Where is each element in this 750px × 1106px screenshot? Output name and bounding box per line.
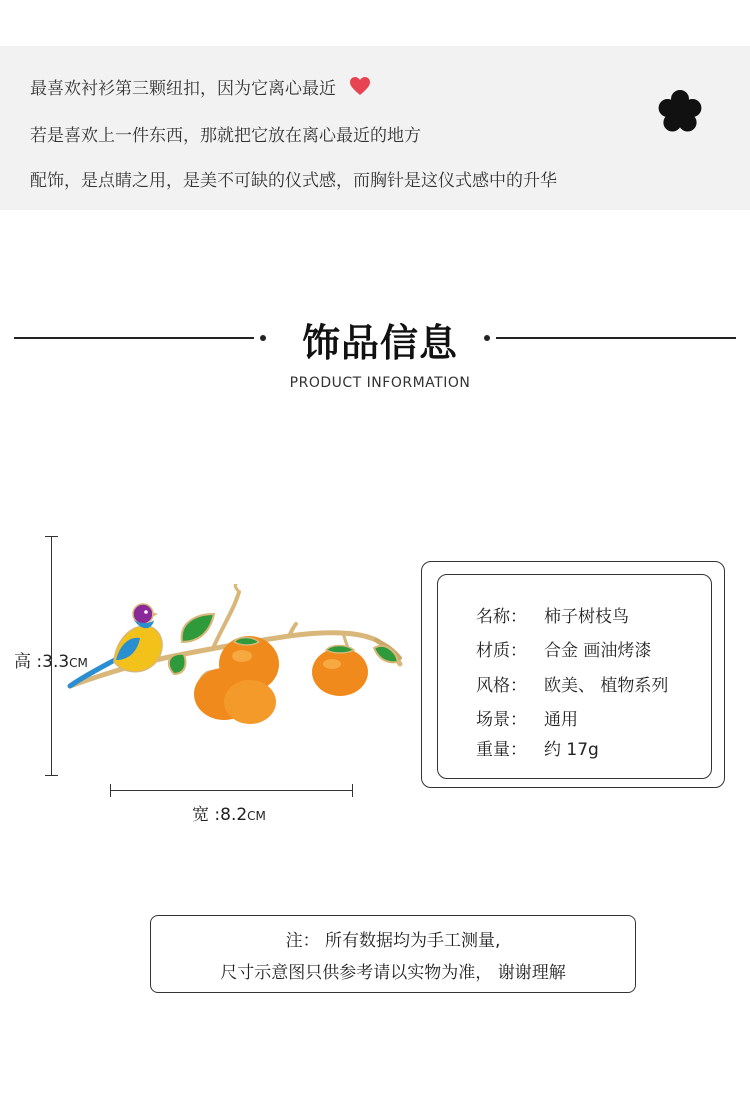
spec-row-style <box>476 671 668 696</box>
note-line-2: 尺寸示意图只供参考请以实物为准， 谢谢理解 <box>220 963 566 983</box>
width-unit: CM <box>247 809 266 823</box>
width-line <box>110 790 353 791</box>
spec-row-scene <box>476 705 578 730</box>
spec-label: 场景： <box>476 710 527 730</box>
spec-label: 名称： <box>476 607 527 627</box>
height-tick-bottom <box>45 775 58 776</box>
spec-value: 约 17g <box>544 740 599 760</box>
height-unit: CM <box>69 656 88 670</box>
spec-label: 材质： <box>476 641 527 661</box>
spec-row-material <box>476 636 651 661</box>
width-value: 宽 :8.2 <box>192 805 248 825</box>
width-tick-right <box>352 784 353 797</box>
banner-line-2: 若是喜欢上一件东西，那就把它放在离心最近的地方 <box>30 126 421 146</box>
banner-line-1-text: 最喜欢衬衫第三颗纽扣，因为它离心最近 <box>30 79 336 99</box>
brooch-image <box>64 584 406 726</box>
spec-row-name <box>476 602 629 627</box>
banner-line-3: 配饰，是点睛之用，是美不可缺的仪式感，而胸针是这仪式感中的升华 <box>30 171 557 191</box>
spec-label: 重量： <box>476 740 527 760</box>
title-dot-right <box>484 335 490 341</box>
note-line-1: 注： 所有数据均为手工测量, <box>285 931 501 951</box>
spec-value: 通用 <box>544 710 578 730</box>
spec-label: 风格： <box>476 676 527 696</box>
width-label <box>192 800 266 825</box>
height-value: 高 :3.3 <box>14 652 70 672</box>
title-rule-right <box>496 337 736 339</box>
spec-row-weight <box>476 735 599 760</box>
banner-line-1 <box>30 74 371 99</box>
heart-icon <box>349 76 371 96</box>
flower-icon <box>656 88 704 136</box>
spec-value: 柿子树枝鸟 <box>544 607 629 627</box>
section-title: 饰品信息 <box>301 321 458 365</box>
spec-value: 合金 画油烤漆 <box>544 641 652 661</box>
spec-value: 欧美、 植物系列 <box>544 676 669 696</box>
section-subtitle: PRODUCT INFORMATION <box>289 375 471 391</box>
